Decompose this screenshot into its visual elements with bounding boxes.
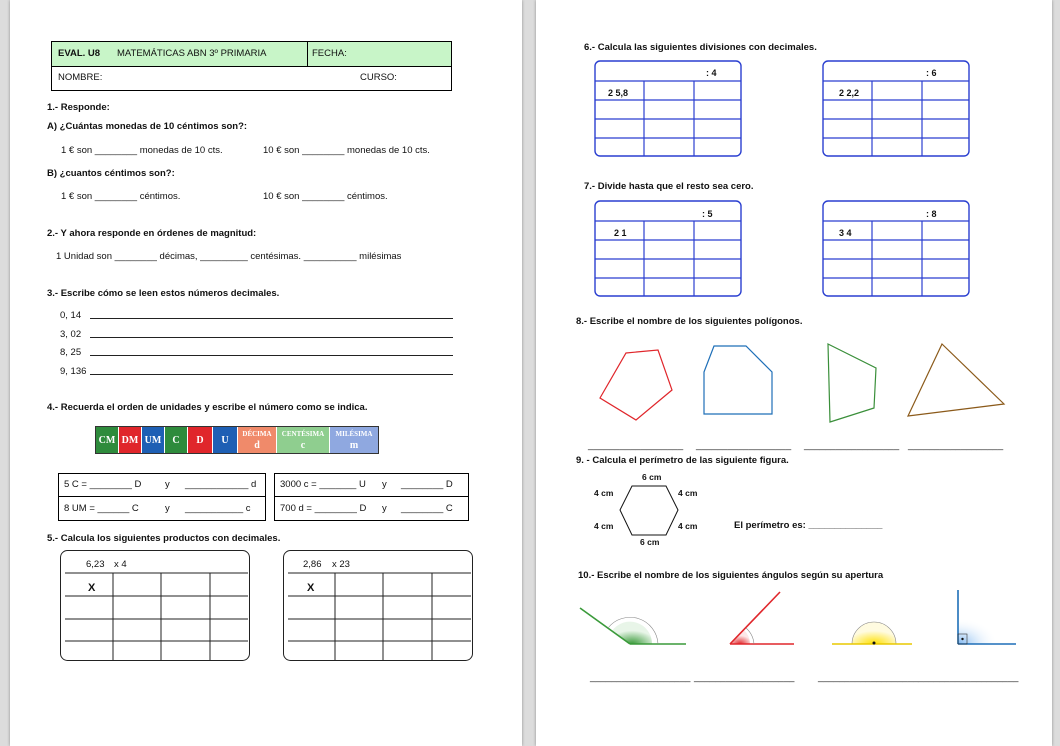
product-2-x: X bbox=[307, 582, 315, 594]
eval-label: EVAL. U8 bbox=[58, 48, 101, 59]
order-sub: c bbox=[300, 440, 306, 451]
order-cell-decima bbox=[238, 427, 277, 453]
order-cell-d bbox=[188, 427, 213, 453]
order-cell-c bbox=[165, 427, 188, 453]
order-cell-cm bbox=[96, 427, 119, 453]
q4-right-row1-b: ________ D bbox=[401, 479, 453, 490]
q7-1-divisor: : 5 bbox=[702, 209, 713, 219]
product-1-x: X bbox=[88, 582, 96, 594]
order-label: UM bbox=[144, 434, 162, 446]
order-sub: m bbox=[349, 440, 359, 451]
hex-bottom-label: 6 cm bbox=[640, 537, 660, 547]
order-label: U bbox=[221, 434, 229, 446]
q2-text: 1 Unidad son ________ décimas, _________ centésimas. __________ milésimas bbox=[56, 251, 402, 262]
product-2-factor: x 23 bbox=[332, 559, 350, 570]
name-label: NOMBRE: bbox=[58, 72, 103, 83]
division-grid-q7-1 bbox=[594, 200, 744, 298]
order-cell-centesima bbox=[277, 427, 330, 453]
q3-number-1: 0, 14 bbox=[60, 310, 82, 321]
q2-title: 2.- Y ahora responde en órdenes de magnitud: bbox=[47, 228, 257, 239]
order-label: D bbox=[196, 434, 204, 446]
q3-answer-line-4[interactable] bbox=[90, 374, 453, 375]
q8-blank-3[interactable]: __________________ bbox=[804, 440, 900, 451]
q4-right-divider bbox=[275, 496, 468, 497]
q5-title: 5.- Calcula los siguientes productos con decimales. bbox=[47, 533, 281, 544]
hex-left-top-label: 4 cm bbox=[594, 488, 614, 498]
q10-title: 10.- Escribe el nombre de los siguientes ángulos según su apertura bbox=[578, 570, 884, 581]
perimeter-answer[interactable]: El perímetro es: ______________ bbox=[734, 520, 883, 531]
course-label: CURSO: bbox=[360, 72, 397, 83]
q4-right-row2-a: 700 d = ________ D bbox=[280, 503, 367, 514]
product-2-operand: 2,86 bbox=[303, 559, 322, 570]
order-sub: d bbox=[254, 440, 260, 451]
triangle-shape bbox=[908, 344, 1004, 416]
q3-title: 3.- Escribe cómo se leen estos números decimales. bbox=[47, 288, 280, 299]
q4-left-row2-a: 8 UM = ______ C bbox=[64, 503, 139, 514]
q4-right-box bbox=[274, 473, 469, 521]
q7-2-divisor: : 8 bbox=[926, 209, 937, 219]
q8-title: 8.- Escribe el nombre de los siguientes polígonos. bbox=[576, 316, 803, 327]
subject-label: MATEMÁTICAS ABN 3º PRIMARIA bbox=[117, 48, 267, 59]
product-1-factor: x 4 bbox=[114, 559, 127, 570]
q3-answer-line-2[interactable] bbox=[90, 337, 453, 338]
q6-2-divisor: : 6 bbox=[926, 68, 937, 78]
worksheet-page-1 bbox=[10, 0, 522, 746]
q1-b-title: B) ¿cuantos céntimos son?: bbox=[47, 168, 175, 179]
hex-right-top-label: 4 cm bbox=[678, 488, 698, 498]
q4-title: 4.- Recuerda el orden de unidades y escribe el número como se indica. bbox=[47, 402, 368, 413]
house-hexagon-shape bbox=[704, 346, 772, 414]
q4-left-row2-y: y bbox=[165, 503, 170, 514]
division-grid-q7-2 bbox=[822, 200, 972, 298]
order-label: MILÉSIMA bbox=[335, 430, 373, 438]
hex-left-bottom-label: 4 cm bbox=[594, 521, 614, 531]
hexagon-figure bbox=[616, 483, 682, 539]
right-angle-icon bbox=[958, 590, 1016, 644]
q8-blank-4[interactable]: __________________ bbox=[908, 440, 1004, 451]
trapezoid-shape bbox=[828, 344, 876, 422]
acute-angle-icon bbox=[730, 592, 794, 644]
angle-figures bbox=[576, 588, 1026, 652]
q1-a-left: 1 € son ________ monedas de 10 cts. bbox=[61, 145, 223, 156]
order-label: DM bbox=[121, 434, 139, 446]
pentagon-shape bbox=[600, 350, 672, 420]
order-label: CM bbox=[98, 434, 116, 446]
q3-number-3: 8, 25 bbox=[60, 347, 82, 358]
product-1-operand: 6,23 bbox=[86, 559, 105, 570]
q4-right-row1-y: y bbox=[382, 479, 387, 490]
q4-left-row1-a: 5 C = ________ D bbox=[64, 479, 142, 490]
order-cell-dm bbox=[119, 427, 142, 453]
q9-title: 9. - Calcula el perímetro de las siguiente figura. bbox=[576, 455, 789, 466]
q7-title: 7.- Divide hasta que el resto sea cero. bbox=[584, 181, 754, 192]
q4-left-divider bbox=[59, 496, 265, 497]
q10-blank-2[interactable]: ___________________ bbox=[694, 672, 795, 683]
division-grid-q6-2 bbox=[822, 60, 972, 158]
worksheet-page-2 bbox=[536, 0, 1052, 746]
q8-blank-1[interactable]: __________________ bbox=[588, 440, 684, 451]
q10-blank-4[interactable]: ___________________ bbox=[918, 672, 1019, 683]
order-label: DÉCIMA bbox=[242, 430, 272, 438]
q4-left-row1-y: y bbox=[165, 479, 170, 490]
q6-title: 6.- Calcula las siguientes divisiones con decimales. bbox=[584, 42, 817, 53]
q3-number-2: 3, 02 bbox=[60, 329, 82, 340]
header-table bbox=[51, 41, 452, 91]
obtuse-angle-icon bbox=[580, 608, 686, 644]
division-grid-q6-1 bbox=[594, 60, 744, 158]
q6-1-divisor: : 4 bbox=[706, 68, 717, 78]
magnitude-order-strip bbox=[95, 426, 379, 454]
q1-b-right: 10 € son ________ céntimos. bbox=[263, 191, 388, 202]
q4-right-row2-y: y bbox=[382, 503, 387, 514]
q1-a-title: A) ¿Cuántas monedas de 10 céntimos son?: bbox=[47, 121, 248, 132]
order-cell-um bbox=[142, 427, 165, 453]
order-label: CENTÉSIMA bbox=[281, 430, 325, 438]
polygon-figures bbox=[586, 338, 1016, 428]
hex-right-bottom-label: 4 cm bbox=[678, 521, 698, 531]
q3-number-4: 9, 136 bbox=[60, 366, 87, 377]
q1-title: 1.- Responde: bbox=[47, 102, 110, 113]
q10-blank-1[interactable]: ___________________ bbox=[590, 672, 691, 683]
q6-2-dividend: 2 2,2 bbox=[839, 88, 860, 98]
order-label: C bbox=[172, 434, 180, 446]
q8-blank-2[interactable]: __________________ bbox=[696, 440, 792, 451]
q1-b-left: 1 € son ________ céntimos. bbox=[61, 191, 181, 202]
q7-1-dividend: 2 1 bbox=[614, 228, 627, 238]
date-label: FECHA: bbox=[312, 48, 347, 59]
q1-a-right: 10 € son ________ monedas de 10 cts. bbox=[263, 145, 430, 156]
q6-1-dividend: 2 5,8 bbox=[608, 88, 629, 98]
header-separator bbox=[307, 42, 308, 66]
q10-blank-3[interactable]: ___________________ bbox=[818, 672, 919, 683]
q4-left-row2-b: ___________ c bbox=[185, 503, 251, 514]
q3-answer-line-1[interactable] bbox=[90, 318, 453, 319]
q4-left-row1-b: ____________ d bbox=[185, 479, 257, 490]
hex-top-label: 6 cm bbox=[642, 472, 662, 482]
order-cell-milesima bbox=[330, 427, 378, 453]
q4-left-box bbox=[58, 473, 266, 521]
q7-2-dividend: 3 4 bbox=[839, 228, 852, 238]
q3-answer-line-3[interactable] bbox=[90, 355, 453, 356]
q4-right-row2-b: ________ C bbox=[401, 503, 453, 514]
order-cell-u bbox=[213, 427, 238, 453]
q4-right-row1-a: 3000 c = _______ U bbox=[280, 479, 366, 490]
straight-angle-icon bbox=[832, 622, 912, 645]
